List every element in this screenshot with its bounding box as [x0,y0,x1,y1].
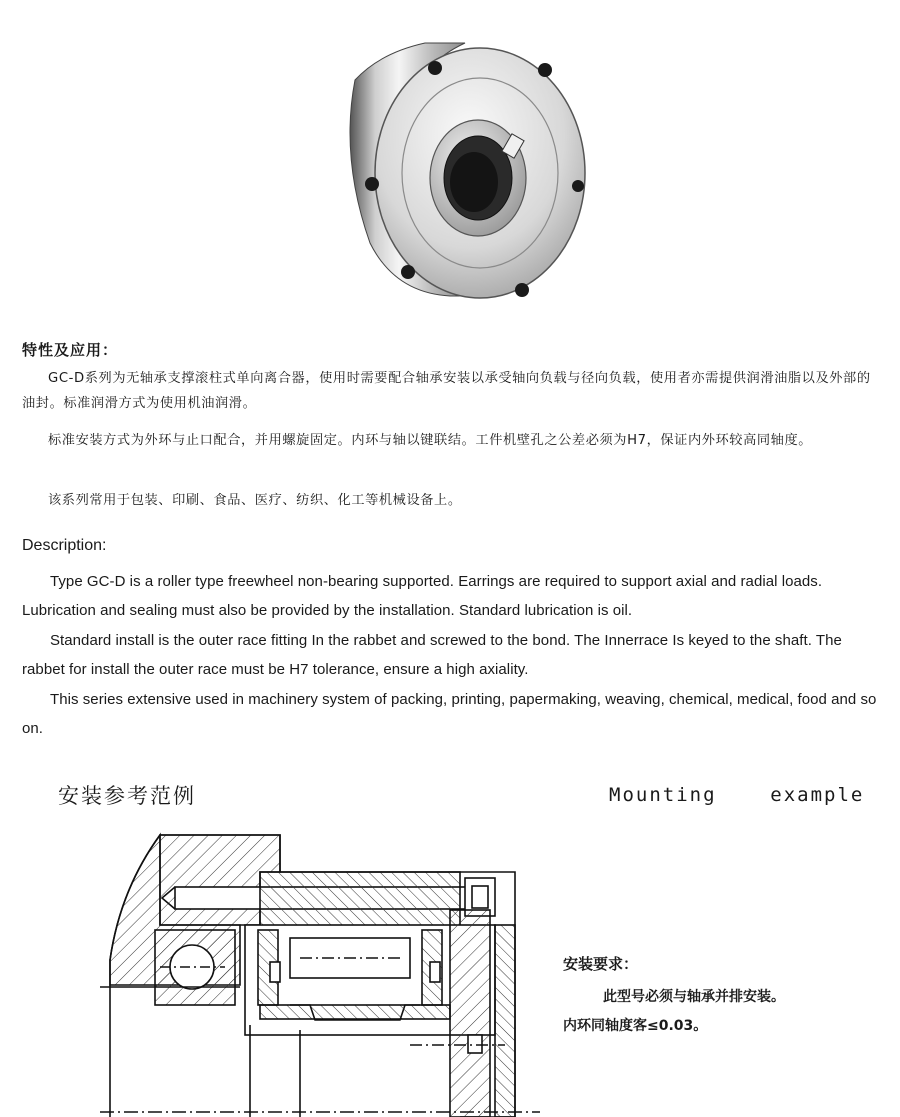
mounting-title-en: Mounting example [609,784,865,806]
product-photo [300,8,600,308]
mounting-section-drawing [100,830,540,1117]
mounting-requirements-heading: 安装要求： [563,955,639,973]
features-paragraph: 该系列常用于包装、印刷、食品、医疗、纺织、化工等机械设备上。 [48,493,462,508]
features-paragraph: 标准安装方式为外环与止口配合，并用螺旋固定。内环与轴以键联结。工件机壁孔之公差必须为H7，保证内外环较高同轴度。 [48,433,813,448]
bolt-hole-icon [365,177,379,191]
mounting-requirement-line: 内环同轴度客≤0.03。 [563,1018,708,1034]
mounting-requirement-line: 此型号必须与轴承并排安装。 [603,989,785,1005]
bolt-hole-icon [401,265,415,279]
description-paragraph: Standard install is the outer race fitting In the rabbet and screwed to the bond. The Innerrace Is keyed to the shaft. The rabbet for install the outer race must be H7 tolerance, ensure a high axiality. [22,632,842,678]
description-paragraph: Type GC-D is a roller type freewheel non-bearing supported. Earrings are required to support axial and radial loads. Lubrication and sealing must also be provided by the installation. Standard lubrication is oil. [22,573,823,619]
bolt-hole-icon [572,180,584,192]
bolt-hole-icon [515,283,529,297]
bolt-hole-icon [428,61,442,75]
description-heading: Description: [22,537,107,554]
mounting-title-cn: 安装参考范例 [58,784,196,808]
features-paragraph: GC-D系列为无轴承支撑滚柱式单向离合器，使用时需要配合轴承安装以承受轴向负载与径向负载，使用者亦需提供润滑油脂以及外部的油封。标准润滑方式为使用机油润滑。 [22,371,871,411]
features-heading: 特性及应用： [22,341,119,359]
bolt-hole-icon [538,63,552,77]
description-paragraph: This series extensive used in machinery system of packing, printing, papermaking, weaving, chemical, medical, food and so on. [22,691,877,737]
